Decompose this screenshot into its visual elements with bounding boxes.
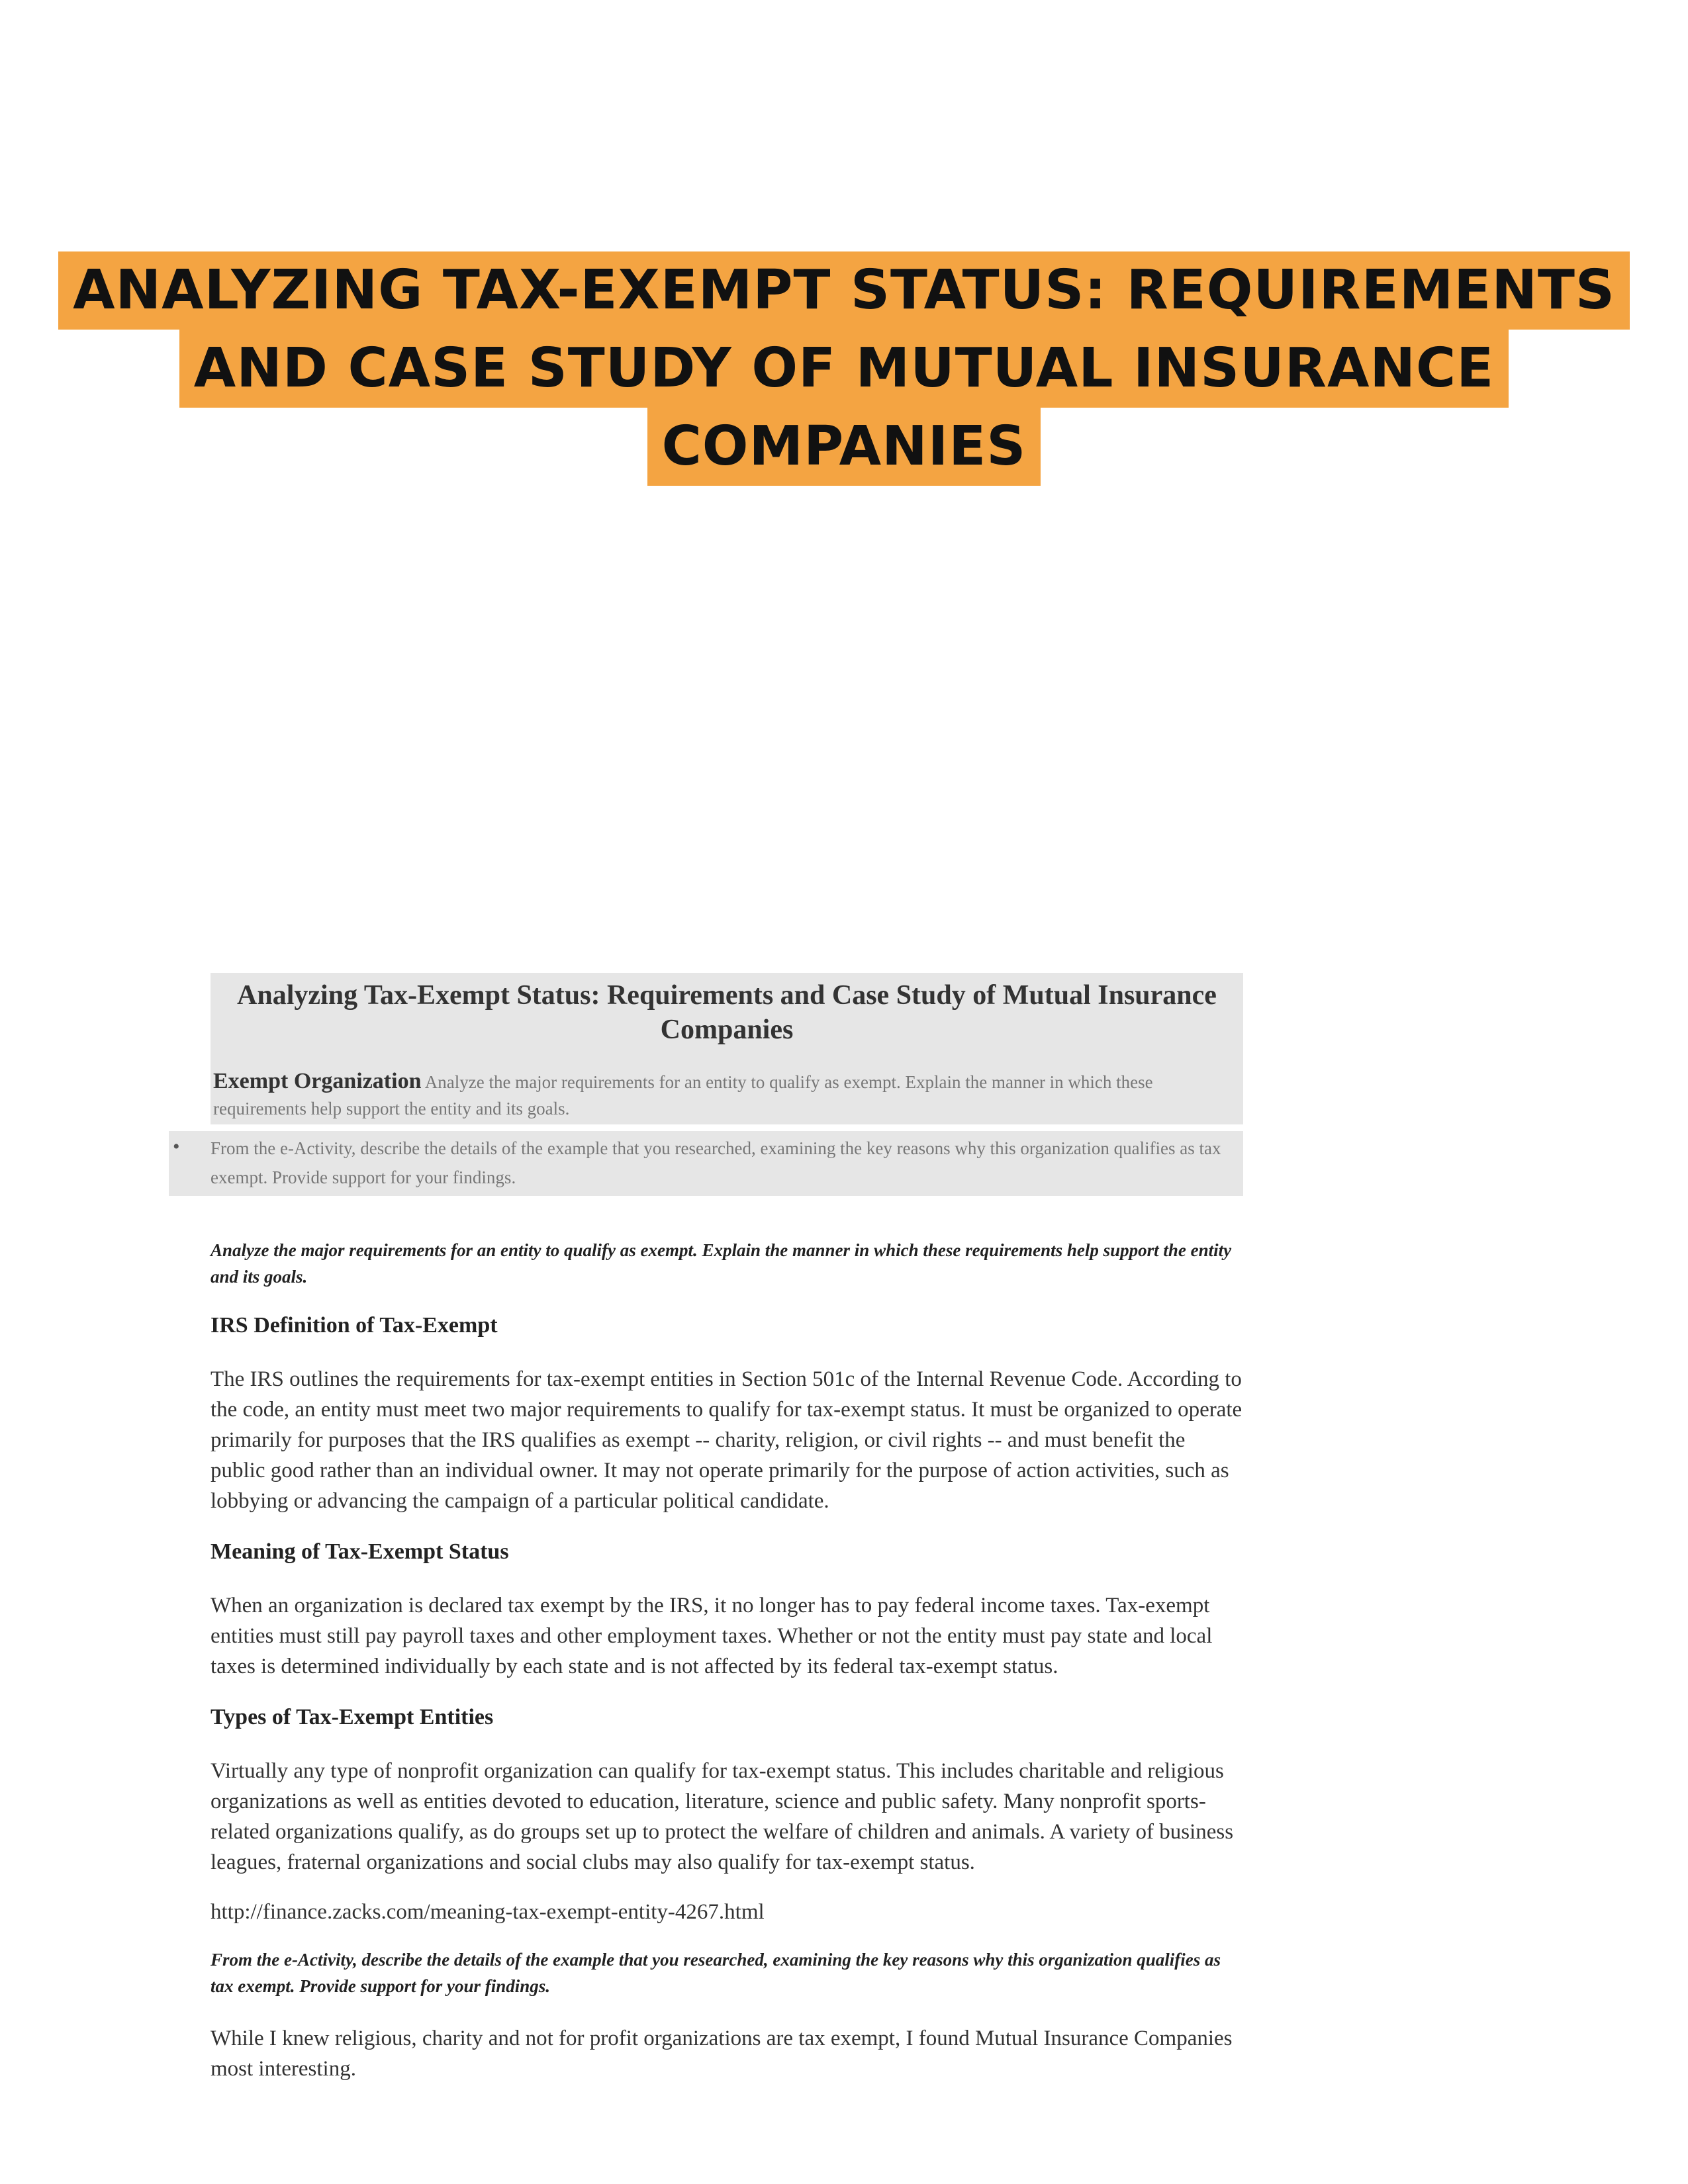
heading-meaning: Meaning of Tax-Exempt Status xyxy=(211,1539,509,1564)
banner-title-line-2: AND CASE STUDY OF MUTUAL INSURANCE xyxy=(179,330,1509,408)
question-2: From the e-Activity, describe the details of the example that you researched, examining the key reasons why this organization qualifies as tax exempt. Provide support for your findings. xyxy=(211,1950,1221,1996)
paragraph-mutual-insurance: While I knew religious, charity and not for profit organizations are tax exempt, I found Mutual Insurance Companies most interesting. xyxy=(211,2026,1233,2081)
instruction-text: Analyze the major requirements for an entity to qualify as exempt. Explain the manner in which these requirements help support the entity and its goals. xyxy=(213,1072,1153,1118)
source-url: http://finance.zacks.com/meaning-tax-exempt-entity-4267.html xyxy=(211,1900,765,1924)
bullet-item xyxy=(169,1131,1243,1196)
instruction-label: Exempt Organization xyxy=(213,1069,422,1093)
bullet-icon: • xyxy=(173,1136,180,1158)
heading-types: Types of Tax-Exempt Entities xyxy=(211,1705,494,1729)
heading-irs-definition: IRS Definition of Tax-Exempt xyxy=(211,1313,498,1338)
instruction-paragraph xyxy=(211,1059,1243,1124)
document-title: Analyzing Tax-Exempt Status: Requirements and Case Study of Mutual Insurance Companies xyxy=(237,980,1217,1045)
bullet-text: From the e-Activity, describe the details of the example that you researched, examining the key reasons why this organization qualifies as tax exempt. Provide support for your findings. xyxy=(211,1138,1221,1187)
paragraph-types: Virtually any type of nonprofit organization can qualify for tax-exempt status. This includes charitable and religious organizations as well as entities devoted to education, literature, science and public safety. Many nonprofit sports-related organizations qualify, as do groups set up to protect the welfare of children and animals. A variety of business leagues, fraternal organizations and social clubs may also qualify for tax-exempt status. xyxy=(211,1759,1234,1874)
question-1: Analyze the major requirements for an entity to qualify as exempt. Explain the manner in which these requirements help support the entity and its goals. xyxy=(211,1240,1232,1287)
paragraph-meaning: When an organization is declared tax exempt by the IRS, it no longer has to pay federal income taxes. Tax-exempt entities must still pay payroll taxes and other employment taxes. Whether or not the entity must pay state and local taxes is determined individually by each state and is not affected by its federal tax-exempt status. xyxy=(211,1594,1213,1678)
banner-title-line-1: ANALYZING TAX-EXEMPT STATUS: REQUIREMENTS xyxy=(58,251,1630,330)
banner-title-line-3: COMPANIES xyxy=(647,408,1041,486)
document-header-block xyxy=(211,973,1243,1124)
title-banner xyxy=(0,251,1688,486)
document-preview xyxy=(173,973,1243,2084)
paragraph-irs-definition: The IRS outlines the requirements for tax-exempt entities in Section 501c of the Internal Revenue Code. According to the code, an entity must meet two major requirements to qualify for tax-exempt status. It must be organized to operate primarily for purposes that the IRS qualifies as exempt -- charity, religion, or civil rights -- and must benefit the public good rather than an individual owner. It may not operate primarily for the purpose of action activities, such as lobbying or advancing the campaign of a particular political candidate. xyxy=(211,1367,1243,1513)
